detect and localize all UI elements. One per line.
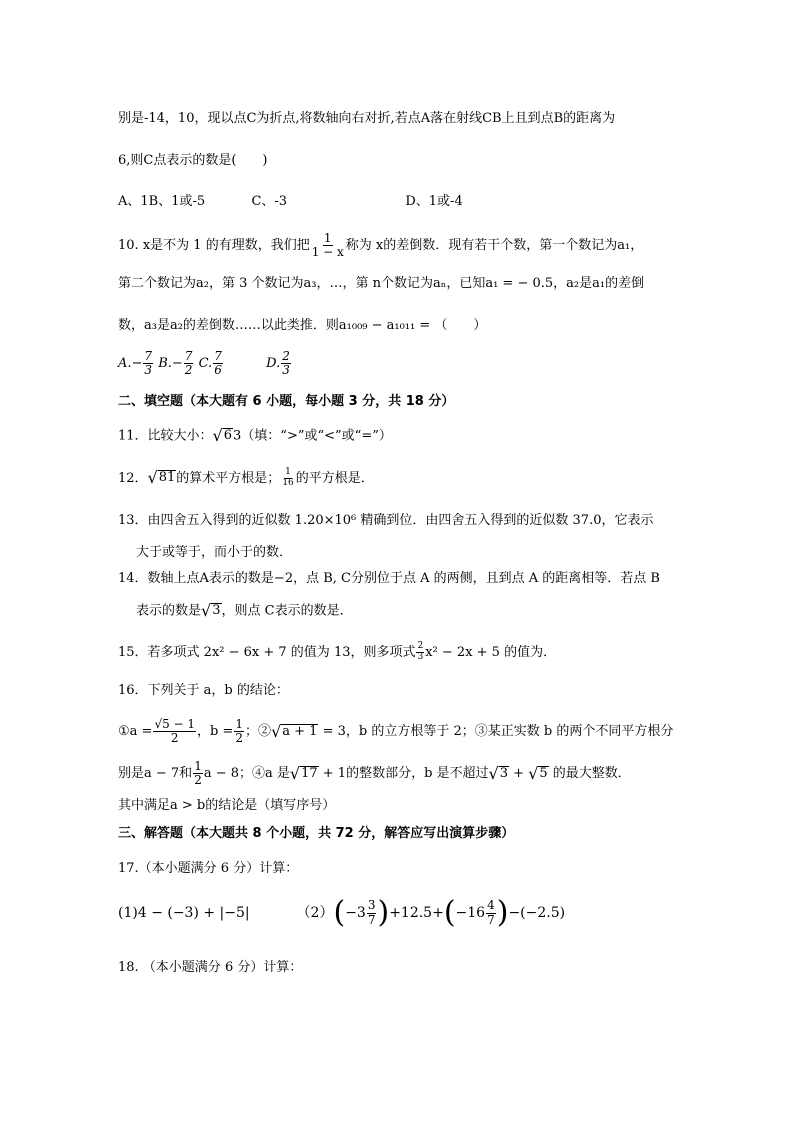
q16-text-a: ①a = [118,724,153,740]
q11-text-b: 3（填：“>”或“<”或“=”） [233,428,392,444]
q16-text-e: 别是a − 7和 [118,766,193,782]
q16-line4: 其中满足a > b的结论是（填写序号） [118,798,336,813]
q17-term-2-frac [486,899,496,926]
q17-frac2-num: 4 [487,898,495,913]
q10-option-c-frac [213,350,223,377]
q11 [118,428,392,444]
q16-frac1-den: 2 [170,731,179,746]
q10-option-c-num: 7 [214,349,222,363]
q10-frac-num: 1 [323,231,332,245]
q16-title: 16．下列关于 a，b 的结论： [118,683,289,698]
q16-fraction-3 [193,760,203,787]
q16-line3 [118,760,631,787]
q13-line1: 13．由四舍五入得到的近似数 1.20×10⁶ 精确到位．由四舍五入得到的近似数 37.0，它表示 [118,513,654,528]
q10-line2: 第二个数记为a₂，第 3 个数记为a₃，…，第 n个数记为aₙ，已知a₁ = − 0.5，a₂是a₁的差倒 [118,276,645,291]
section-fill-in-blank-heading: 二、填空题（本大题有 6 小题，每小题 3 分，共 18 分） [118,394,455,409]
q9-option-b: B、1或-5 [148,194,206,209]
q15-frac-num: 2 [417,641,424,651]
q16-fraction-1 [153,718,196,745]
q10-option-a-num: 7 [144,349,153,363]
q10-option-b-den: 2 [184,363,193,378]
q10-frac-den: 1 − x [311,245,344,260]
q12 [118,468,374,489]
q15 [118,642,556,663]
q10-fraction [311,232,345,259]
q10-line1 [118,232,643,259]
q14-text-b: ，则点 C表示的数是． [221,603,353,619]
q16-frac3-num: 1 [194,759,202,773]
q16-sqrt-4: √ 5 [528,763,548,783]
q17-term-2-whole: −16 [455,905,486,921]
q10-option-d-frac [281,350,291,377]
q9-option-c: C、-3 [251,194,288,209]
q16-text-c: ；② [245,724,272,740]
q10-option-a-label: A.− [118,356,143,372]
q16-text-h: + [509,766,529,782]
q9-option-a: A、1 [118,194,149,209]
q17-expressions: (1)4 − (−3) + |−5| （2）(−3 $\frac{3}{7}$ )+12.5+(−16 $\frac{4}{7}$ )−(−2.5) [118,895,566,930]
q16-radicand-3: 3 [499,765,509,781]
q9-options [118,195,463,208]
q11-text-a: 11．比较大小： [118,428,213,444]
q16-radicand-4: 5 [539,765,548,781]
q10-option-b-label: B.− [158,356,183,372]
q12-radicand: 81 [158,470,176,486]
q17-frac1-num: 3 [367,898,376,913]
q16-text-b: ，b = [197,724,234,740]
q17-plus-12-5: +12.5+ [389,905,444,921]
q16-radicand-1: a + 1 [282,723,318,739]
q16-line2 [118,718,673,745]
q16-frac2-den: 2 [235,731,244,746]
section-solutions-heading: 三、解答题（本大题共 8 个小题，共 72 分，解答应写出演算步骤） [118,826,515,841]
q12-sqrt: √ 81 [147,468,176,488]
q14-radicand: 3 [212,603,221,618]
q16-fraction-2 [234,718,244,745]
q10-option-c-den: 6 [214,363,222,378]
q12-fraction [281,468,294,489]
q16-sqrt-2: √ 17 [289,763,318,783]
q18-title: 18. （本小题满分 6 分）计算： [118,960,303,975]
q17-expression-1: (1)4 − (−3) + |−5| [118,905,250,921]
q14-text-a: 表示的数是 [136,603,202,619]
q11-sqrt: √ 6 [212,426,233,445]
q10-options [118,350,292,377]
q14-line2 [136,603,353,619]
q16-frac2-num: 1 [235,717,244,731]
q16-text-f: a − 8；④a 是 [203,766,290,782]
q12-text-a: 的算术平方根是； [176,470,281,486]
q17-frac1-den: 7 [367,912,376,927]
q16-sqrt-1: √ a + 1 [271,721,318,741]
q17-term-1-whole: −3 [345,905,366,921]
q10-option-b-frac [184,350,194,377]
q12-frac-num: 1 [285,467,291,477]
q10-text-b: 称为 x的差倒数．现有若干个数，第一个数记为a₁， [345,238,644,254]
q17-title: 17.（本小题满分 6 分）计算： [118,861,299,876]
q9-option-d: D、1或-4 [405,194,463,209]
q14-sqrt: √ 3 [201,601,221,620]
q10-option-d-label: D. [266,356,281,372]
q9-line2: 6,则C点表示的数是( ) [118,153,268,168]
q10-option-d [266,349,292,378]
q10-option-a-den: 3 [144,363,153,378]
q11-radicand: 6 [223,428,233,443]
q15-text-b: x² − 2x + 5 的值为． [425,644,557,660]
q10-option-d-num: 2 [282,349,290,363]
q16-text-g: + 1的整数部分，b 是不超过 [318,766,489,782]
q16-text-i: 的最大整数． [548,766,631,782]
q9-line1: 别是-14，10，现以点C为折点,将数轴向右对折,若点A落在射线CB上且到点B的距离为 [118,111,616,126]
q10-option-c [198,349,224,378]
q15-frac-den: 3 [417,651,424,662]
q10-option-a-frac [143,350,153,377]
q12-number: 12． [118,470,148,486]
q17-term-1-frac [367,899,377,926]
q10-number: 10. [118,238,139,254]
q12-frac-den: 16 [282,477,294,488]
q14-line1: 14．数轴上点A表示的数是−2，点 B, C分别位于点 A 的两侧，且到点 A 的距离相等．若点 B [118,571,660,586]
q17-expression-2-label: （2） [296,905,334,921]
q16-text-d: = 3，b 的立方根等于 2；③某正实数 b 的两个不同平方根分 [318,724,674,740]
q10-option-c-label: C. [198,356,213,372]
q10-option-b-num: 7 [184,349,193,363]
q12-text-b: 的平方根是． [295,470,374,486]
q16-frac1-num: √5 − 1 [154,717,196,731]
q17-minus-term: −(−2.5) [508,905,566,921]
q16-frac3-den: 2 [194,773,202,788]
q10-line3: 数，a₃是a₂的差倒数……以此类推．则a₁₀₀₉ − a₁₀₁₁ = （ ） [118,318,487,333]
q10-text-a: x是不为 1 的有理数，我们把 [142,238,310,254]
q10-option-a [118,349,154,378]
q13-line2: 大于或等于，而小于的数． [136,545,293,560]
q16-sqrt-3: √ 3 [488,763,509,783]
q15-fraction [416,642,424,663]
q17-frac2-den: 7 [487,912,495,927]
q15-text-a: 15．若多项式 2x² − 6x + 7 的值为 13，则多项式 [118,644,416,660]
q10-option-b [158,349,194,378]
q16-radicand-2: 17 [301,765,318,781]
q10-option-d-den: 3 [282,363,290,378]
